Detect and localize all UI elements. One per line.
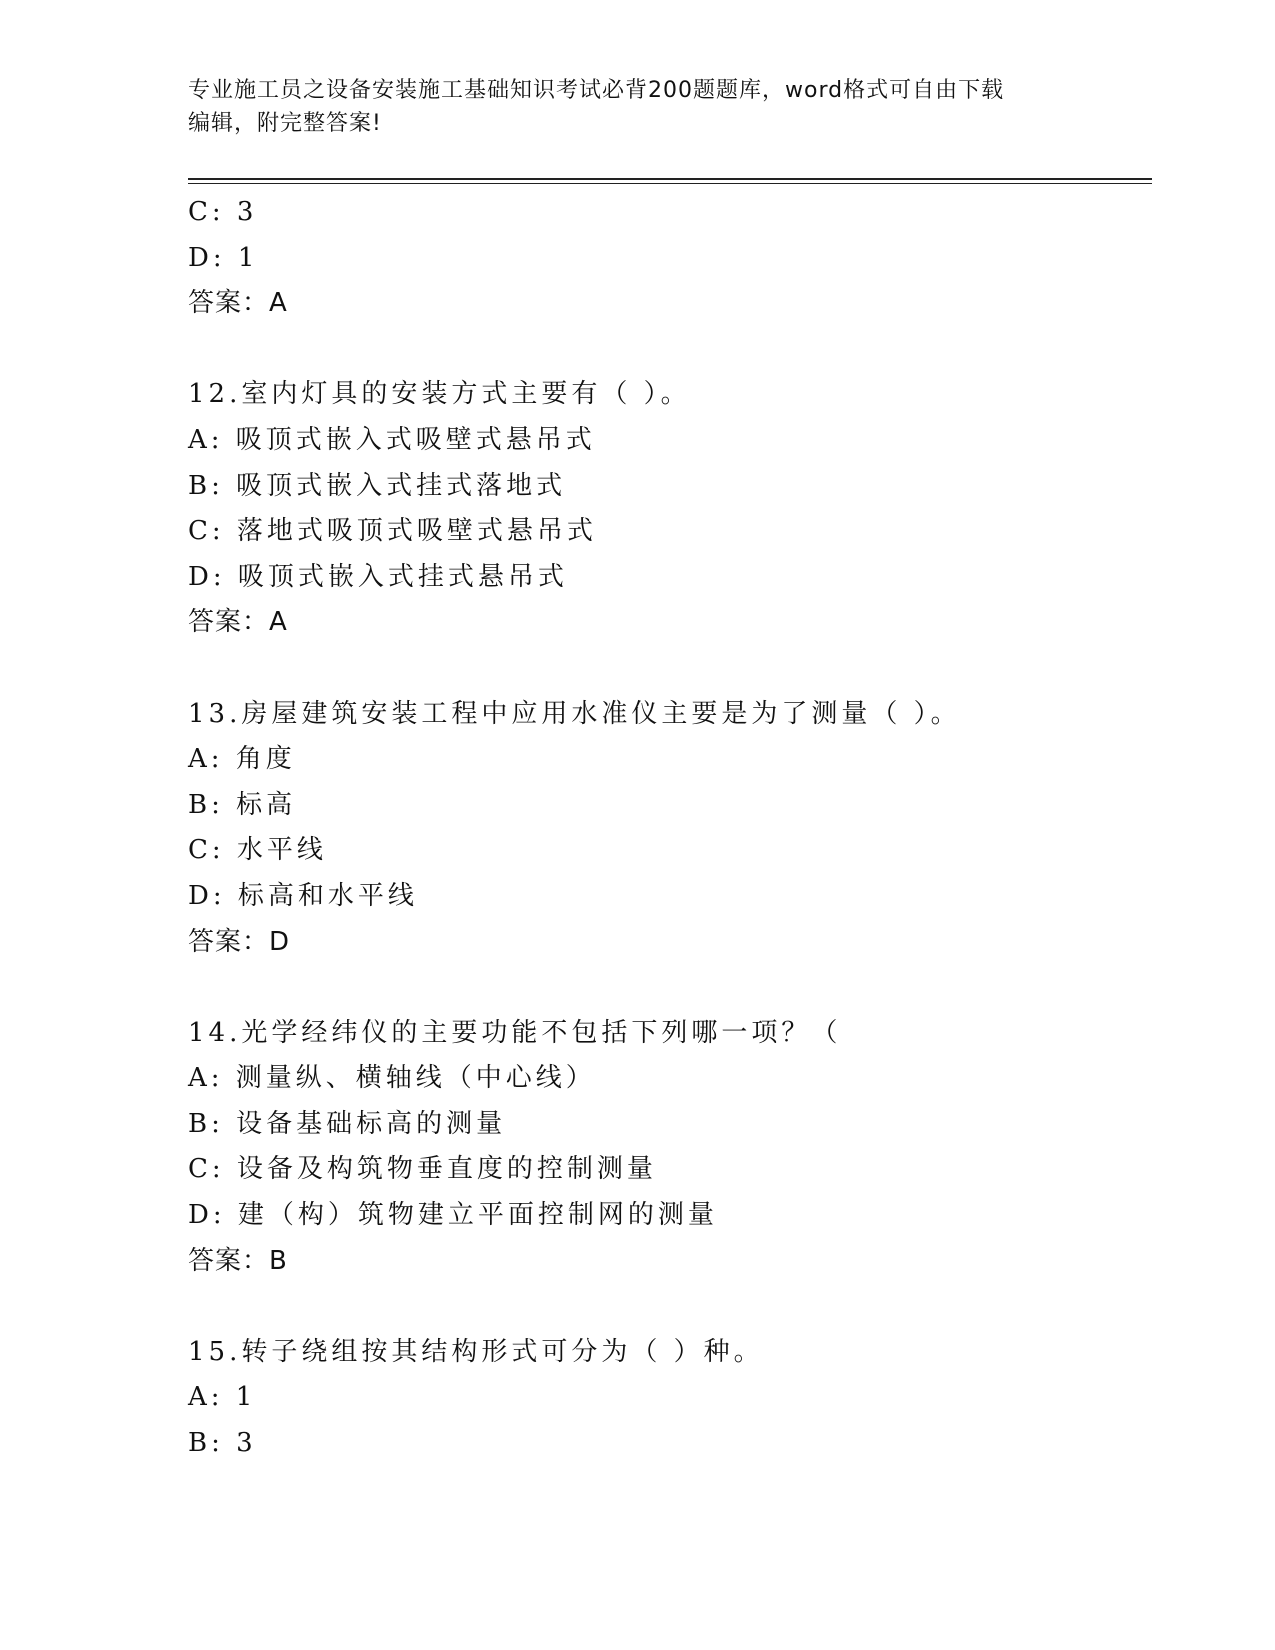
option-d: D: 吸顶式嵌入式挂式悬吊式 [188, 561, 568, 592]
option-a: A: 1 [188, 1382, 257, 1413]
option-c: C: 设备及构筑物垂直度的控制测量 [188, 1154, 657, 1185]
spacer [188, 1284, 1148, 1330]
option-b: B: 吸顶式嵌入式挂式落地式 [188, 470, 567, 501]
option-b: B: 设备基础标高的测量 [188, 1108, 507, 1139]
header-title-line-1: 专业施工员之设备安装施工基础知识考试必背200题题库，word格式可自由下载 [188, 78, 1005, 103]
question-stem: 14.光学经纬仪的主要功能不包括下列哪一项？（ [188, 1017, 842, 1048]
option-c: C: 3 [188, 197, 258, 227]
answer-line: 答案：A [188, 607, 288, 638]
question-list [188, 190, 1148, 1467]
spacer [188, 646, 1148, 692]
header-title-line-2: 编辑，附完整答案! [188, 111, 382, 136]
answer-line: 答案：A [188, 288, 288, 319]
spacer [188, 327, 1148, 373]
option-c: C: 水平线 [188, 835, 327, 866]
option-d: D: 标高和水平线 [188, 880, 418, 911]
answer-line: 答案：D [188, 926, 291, 957]
question-stem: 13.房屋建筑安装工程中应用水准仪主要是为了测量（ ）。 [188, 698, 961, 729]
document-header [188, 74, 1068, 140]
option-d: D: 1 [188, 242, 259, 273]
option-b: B: 标高 [188, 789, 297, 820]
spacer [188, 965, 1148, 1011]
question-stem: 12.室内灯具的安装方式主要有（ ）。 [188, 379, 691, 410]
option-d: D: 建（构）筑物建立平面控制网的测量 [188, 1200, 718, 1231]
question-stem: 15.转子绕组按其结构形式可分为（ ）种。 [188, 1336, 764, 1367]
header-divider-thick [188, 178, 1152, 180]
option-c: C: 落地式吸顶式吸壁式悬吊式 [188, 516, 597, 547]
option-b: B: 3 [188, 1428, 257, 1459]
option-a: A: 测量纵、横轴线（中心线） [188, 1063, 596, 1094]
option-a: A: 角度 [188, 744, 296, 775]
answer-line: 答案：B [188, 1245, 288, 1276]
option-a: A: 吸顶式嵌入式吸壁式悬吊式 [188, 424, 596, 455]
header-divider-thin [188, 183, 1152, 184]
